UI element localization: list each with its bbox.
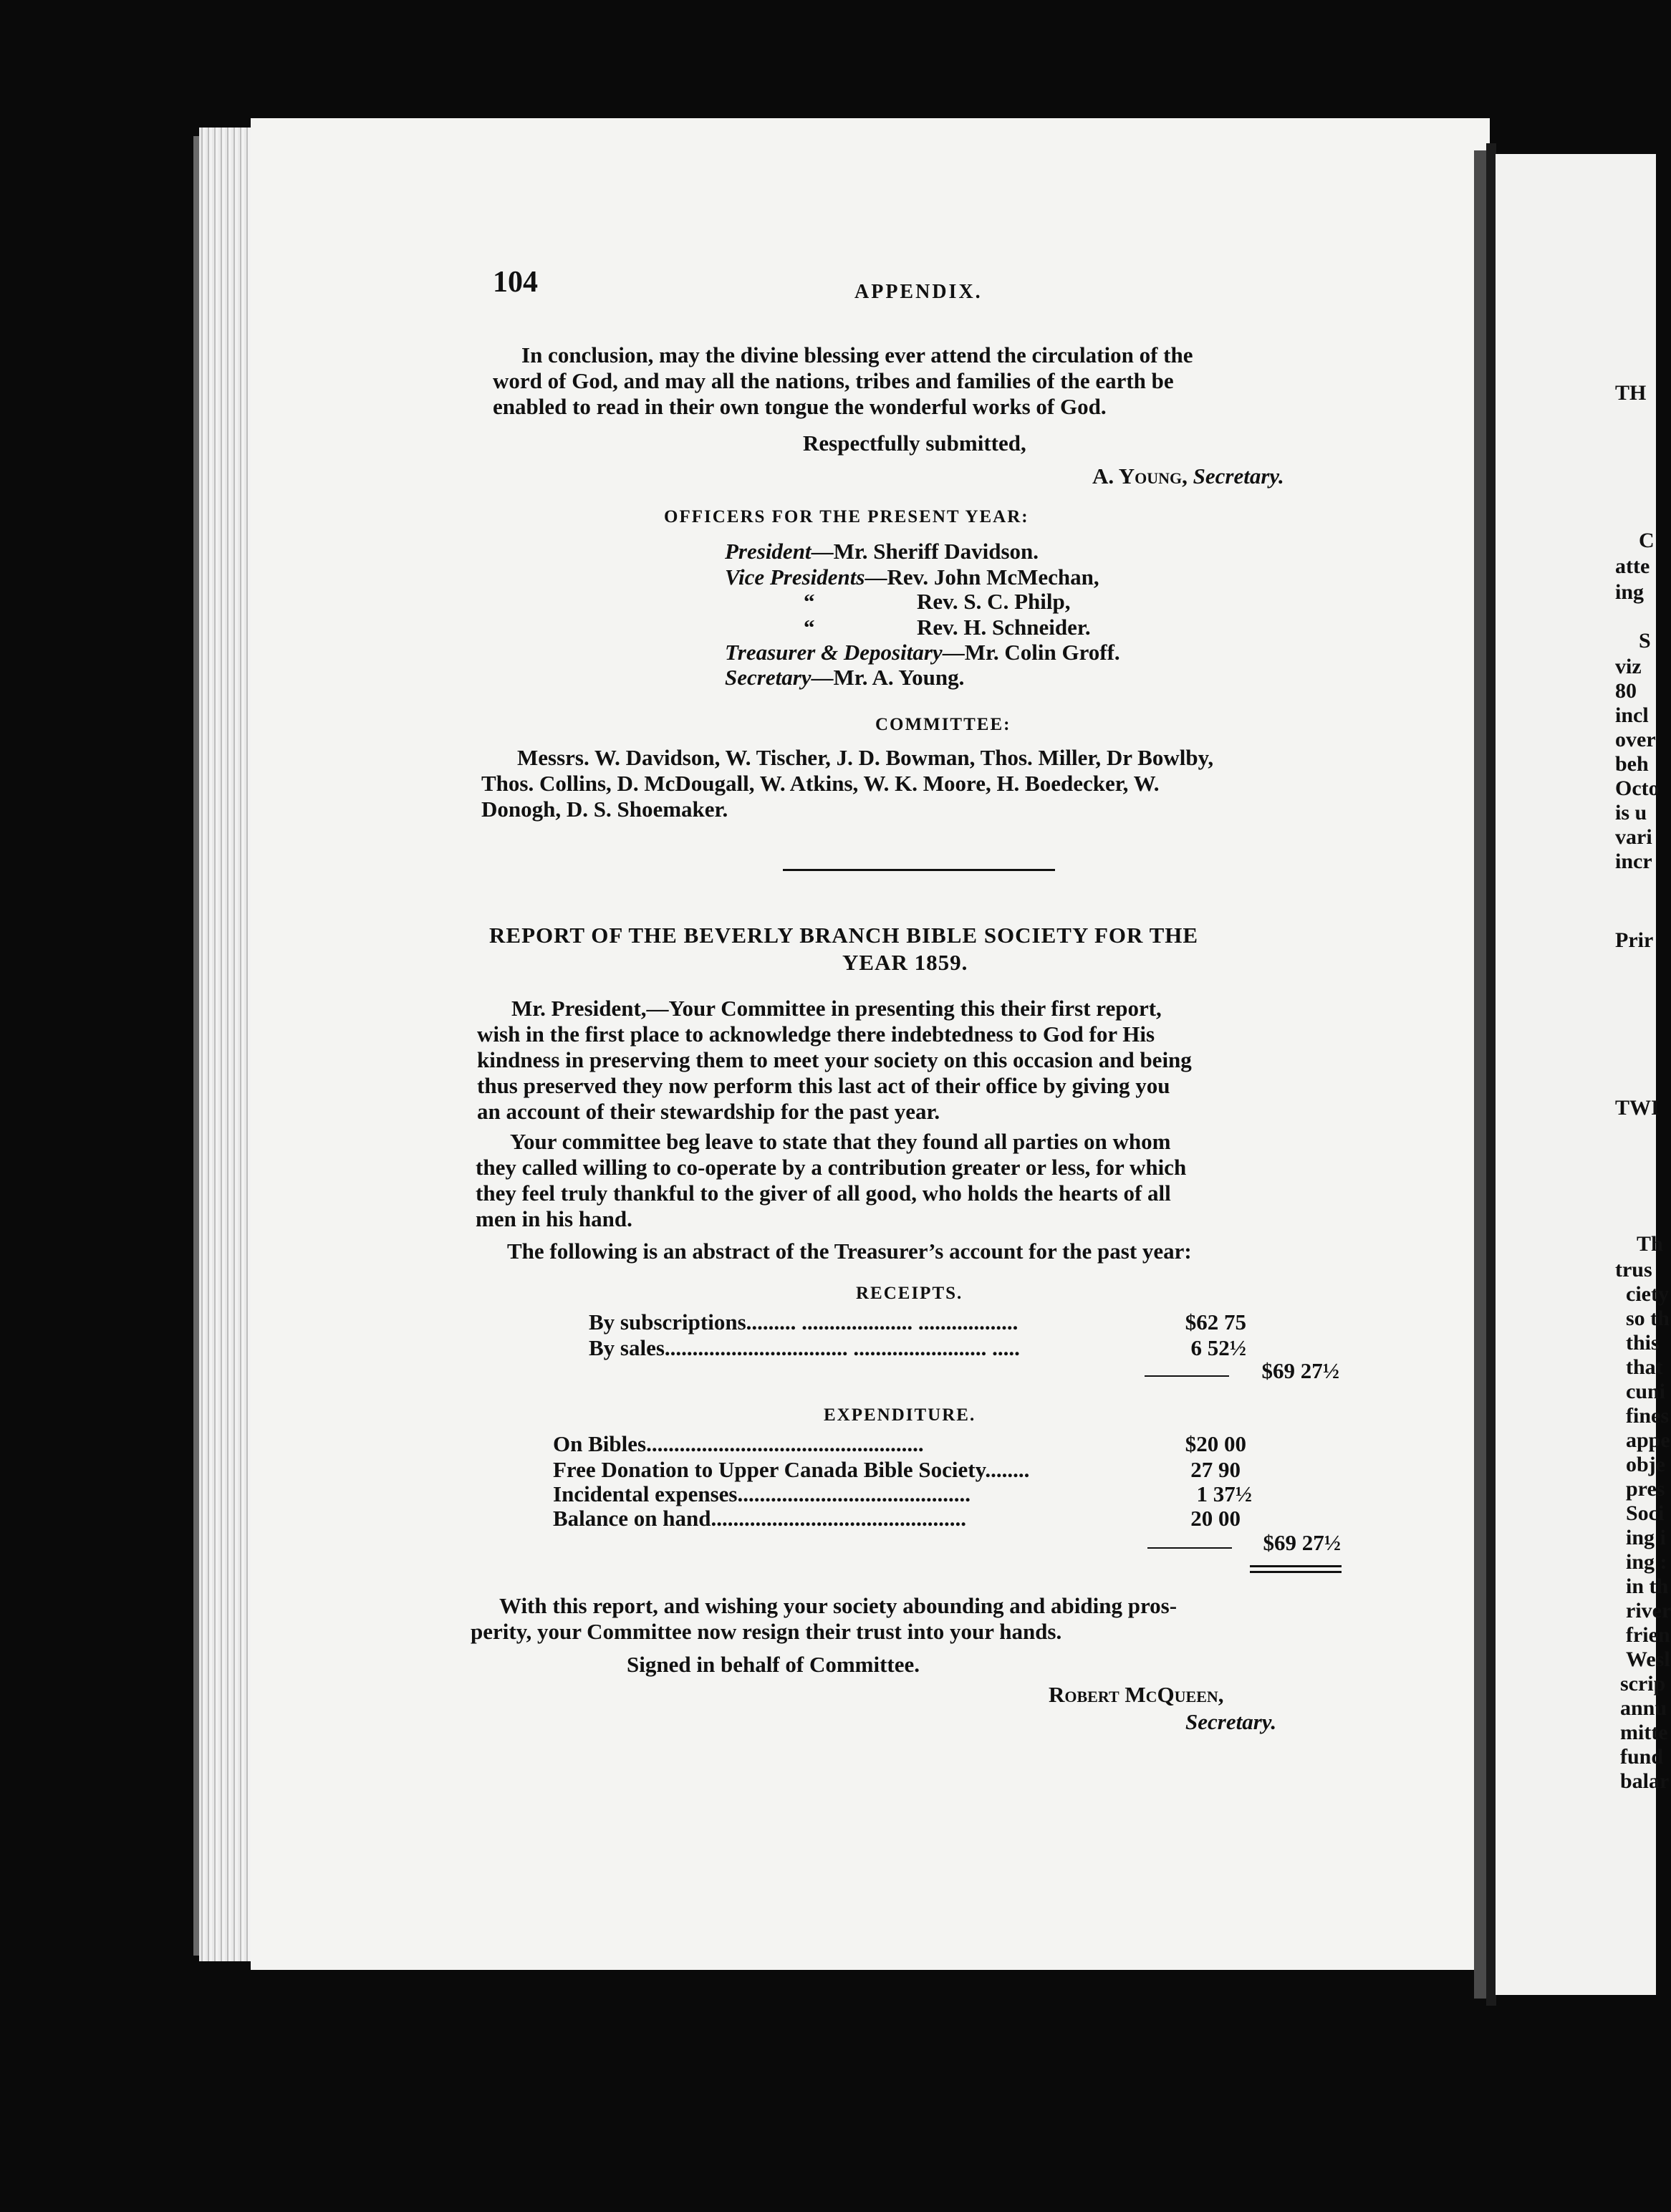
adjacent-page-text: Prir <box>1615 928 1654 952</box>
officer-name: —Rev. John McMechan, <box>865 564 1099 590</box>
adjacent-page-text: trus <box>1615 1258 1652 1281</box>
signed-in-behalf: Signed in behalf of Committee. <box>627 1652 920 1677</box>
closing-signer-name: Robert McQueen, <box>1049 1682 1224 1707</box>
closing-paragraph <box>471 1593 1346 1645</box>
report-paragraph-3: The following is an abstract of the Treasurer’s account for the past year: <box>507 1239 1192 1264</box>
adjacent-page-text: Soci <box>1626 1501 1665 1525</box>
receipts-total-rule <box>1145 1375 1229 1377</box>
adjacent-page-text: vari <box>1615 825 1652 849</box>
adjacent-page-text: this <box>1626 1331 1660 1355</box>
conclusion-line: word of God, and may all the nations, tribes and families of the earth be <box>493 368 1174 393</box>
receipt-row-label: By sales................................. ........................ ..... <box>589 1335 1020 1360</box>
adjacent-page-text: Wesl <box>1626 1648 1670 1671</box>
officer-role: Vice Presidents <box>725 564 865 590</box>
adjacent-page-text: fines <box>1626 1404 1669 1428</box>
adjacent-page-text: Octo <box>1615 776 1660 800</box>
receipts-heading: RECEIPTS. <box>856 1284 963 1303</box>
officer-row <box>725 564 1099 590</box>
expenditure-row-amount: 20 00 <box>1190 1506 1241 1531</box>
adjacent-page-text: viz <box>1615 655 1642 678</box>
total-double-rule-bottom <box>1250 1571 1342 1573</box>
closing-line: With this report, and wishing your society abounding and abiding pros- <box>499 1593 1178 1618</box>
adjacent-page-text: ing i <box>1626 1526 1666 1549</box>
officer-row <box>725 640 1120 665</box>
adjacent-page-text: in th <box>1626 1574 1669 1598</box>
report-title-line: REPORT OF THE BEVERLY BRANCH BIBLE SOCIETY FOR THE <box>489 923 1199 948</box>
receipt-row-amount: 6 52½ <box>1190 1335 1246 1360</box>
page-number: 104 <box>493 266 538 299</box>
officer-name: —Mr. Colin Groff. <box>942 640 1120 665</box>
officer-ditto: “ <box>804 615 815 640</box>
report-line: Mr. President,—Your Committee in presenting this their first report, <box>511 996 1162 1021</box>
adjacent-page-text: frien <box>1626 1623 1670 1647</box>
officer-name: Rev. H. Schneider. <box>917 615 1091 640</box>
officer-role: Secretary <box>725 665 812 690</box>
expenditure-row-label: Free Donation to Upper Canada Bible Society........ <box>553 1457 1030 1482</box>
adjacent-page-text: TWI <box>1615 1096 1660 1120</box>
secretary-signature <box>1092 463 1284 489</box>
committee-line: Messrs. W. Davidson, W. Tischer, J. D. Bowman, Thos. Miller, Dr Bowlby, <box>517 745 1214 770</box>
adjacent-page-text: river <box>1626 1599 1671 1622</box>
adjacent-page-text: mitte <box>1620 1721 1668 1744</box>
expenditure-row-label: On Bibles.................................................. <box>553 1431 924 1456</box>
adjacent-page-text: C <box>1639 529 1655 552</box>
report-line: kindness in preserving them to meet your society on this occasion and being <box>477 1047 1192 1072</box>
report-line: wish in the first place to acknowledge there indebtedness to God for His <box>477 1021 1155 1047</box>
expenditure-heading: EXPENDITURE. <box>824 1405 976 1425</box>
adjacent-page-text: balar <box>1620 1769 1670 1793</box>
expenditure-total: $69 27½ <box>1263 1530 1341 1555</box>
receipts-total: $69 27½ <box>1261 1358 1339 1383</box>
adjacent-page-text: atte <box>1615 554 1650 578</box>
signer-name: A. Young, <box>1092 463 1188 489</box>
committee-line: Donogh, D. S. Shoemaker. <box>481 797 728 822</box>
adjacent-page-text: appe <box>1626 1428 1670 1452</box>
page-stack-edge <box>199 128 256 1961</box>
report-paragraph-1 <box>477 996 1357 1125</box>
adjacent-page-text: ing : <box>1626 1550 1667 1574</box>
adjacent-page-text: that <box>1626 1355 1663 1379</box>
adjacent-page-text: incr <box>1615 850 1652 873</box>
report-paragraph-2 <box>476 1129 1357 1232</box>
officer-row <box>725 539 1039 564</box>
closing-salutation: Respectfully submitted, <box>803 431 1026 456</box>
adjacent-page-text: so th <box>1626 1307 1670 1330</box>
signer-title: Secretary. <box>1193 463 1284 489</box>
adjacent-page-text: TH <box>1615 381 1647 405</box>
adjacent-page-text: ing <box>1615 580 1644 604</box>
adjacent-page-text: fund <box>1620 1745 1664 1769</box>
officer-name: —Mr. A. Young. <box>811 665 965 690</box>
adjacent-page-text: cuni <box>1626 1380 1666 1403</box>
report-line: Your committee beg leave to state that they found all parties on whom <box>510 1129 1171 1154</box>
running-head: APPENDIX. <box>854 281 983 303</box>
adjacent-page-text: Th <box>1637 1232 1663 1256</box>
officer-ditto: “ <box>804 589 815 614</box>
receipt-row-label: By subscriptions......... .................... .................. <box>589 1309 1019 1335</box>
report-line: they feel truly thankful to the giver of all good, who holds the hearts of all <box>476 1180 1171 1206</box>
officer-role: President <box>725 539 812 564</box>
expenditure-row-amount: $20 00 <box>1185 1431 1246 1456</box>
closing-signer-title: Secretary. <box>1185 1709 1277 1734</box>
section-divider <box>783 869 1055 871</box>
committee-paragraph <box>481 745 1357 822</box>
adjacent-page-text: S <box>1639 629 1651 653</box>
officers-heading: OFFICERS FOR THE PRESENT YEAR: <box>664 507 1029 526</box>
receipt-row-amount: $62 75 <box>1185 1309 1246 1335</box>
committee-heading: COMMITTEE: <box>875 715 1011 734</box>
report-line: thus preserved they now perform this last act of their office by giving you <box>477 1073 1170 1098</box>
committee-line: Thos. Collins, D. McDougall, W. Atkins, W. K. Moore, H. Boedecker, W. <box>481 771 1160 796</box>
adjacent-page-text: incl <box>1615 703 1649 727</box>
report-line: they called willing to co-operate by a contribution greater or less, for which <box>476 1155 1187 1180</box>
adjacent-page-text: ciety <box>1626 1282 1669 1306</box>
report-line: men in his hand. <box>476 1206 632 1231</box>
officer-role: Treasurer & Depositary <box>725 640 943 665</box>
adjacent-page-text: annu <box>1620 1696 1667 1720</box>
total-double-rule-top <box>1250 1565 1342 1567</box>
adjacent-page-text: obje <box>1626 1453 1665 1476</box>
report-line: an account of their stewardship for the past year. <box>477 1099 940 1124</box>
conclusion-line: In conclusion, may the divine blessing ever attend the circulation of the <box>521 342 1193 367</box>
officer-name: Rev. S. C. Philp, <box>917 589 1071 614</box>
closing-line: perity, your Committee now resign their trust into your hands. <box>471 1619 1062 1644</box>
adjacent-page-text: scrip <box>1620 1672 1666 1696</box>
expenditure-row-amount: 27 90 <box>1190 1457 1241 1482</box>
adjacent-page-text: is u <box>1615 801 1647 824</box>
conclusion-line: enabled to read in their own tongue the wonderful works of God. <box>493 394 1107 419</box>
adjacent-page-text: pres <box>1626 1477 1665 1501</box>
conclusion-paragraph <box>493 342 1361 420</box>
report-title-line: YEAR 1859. <box>842 950 968 975</box>
expenditure-total-rule <box>1147 1547 1232 1549</box>
book-gutter-dark <box>1486 143 1496 2006</box>
expenditure-row-label: Incidental expenses.......................................... <box>553 1481 971 1506</box>
expenditure-row-amount: 1 37½ <box>1196 1481 1252 1506</box>
officer-row <box>725 665 964 691</box>
expenditure-row-label: Balance on hand.............................................. <box>553 1506 967 1531</box>
adjacent-page-text: over <box>1615 728 1656 751</box>
adjacent-page-text: beh <box>1615 752 1649 776</box>
adjacent-page-text: 80 <box>1615 679 1637 703</box>
officer-name: —Mr. Sheriff Davidson. <box>811 539 1039 564</box>
